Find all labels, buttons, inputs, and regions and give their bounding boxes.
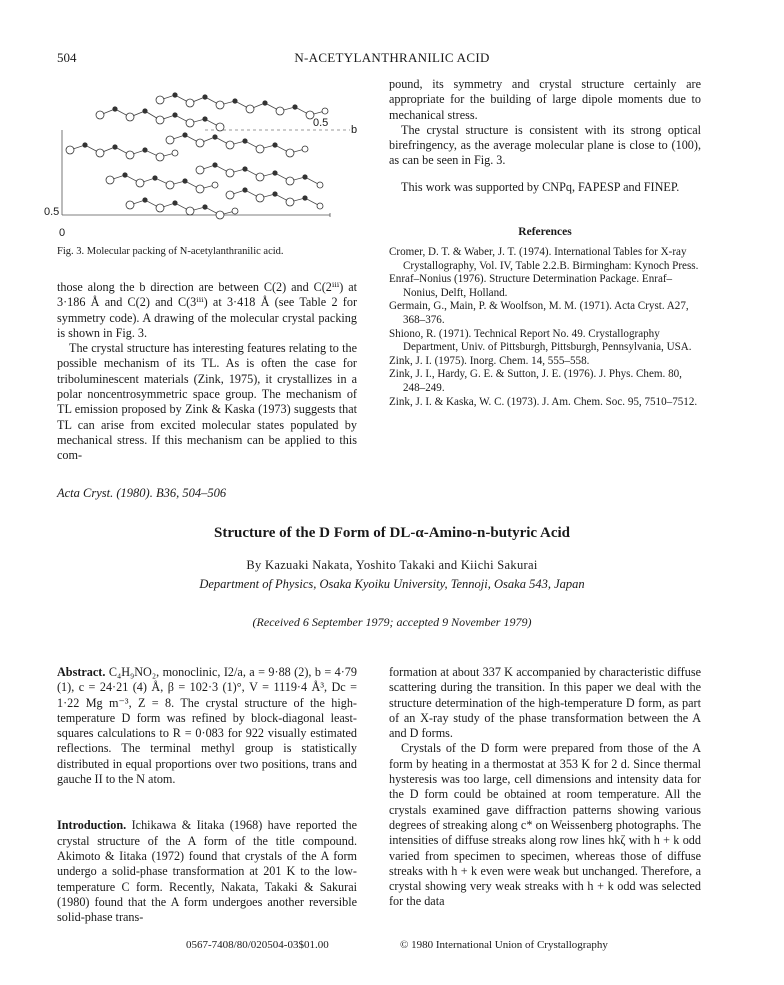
axis-b-label: b bbox=[351, 124, 358, 136]
references-heading: References bbox=[518, 226, 572, 238]
article-affiliation: Department of Physics, Osaka Kyoiku University, Tennoji, Osaka 543, Japan bbox=[199, 577, 585, 591]
figure-caption: Fig. 3. Molecular packing of N-acetylanthranilic acid. bbox=[57, 246, 284, 257]
article-authors: By Kazuaki Nakata, Yoshito Takaki and Kiichi Sakurai bbox=[246, 558, 538, 572]
abstract-label: Abstract. bbox=[57, 665, 106, 679]
abstract bbox=[57, 665, 357, 787]
paragraph: those along the b direction are between C(2) and C(2ⁱⁱⁱ) at 3·186 Å and C(2) and C(3ⁱⁱⁱ) at 3·418 Å (see Table 2 for symmetry code). A drawing of the molecular crystal packing is shown in Fig. 3. bbox=[57, 280, 357, 340]
introduction-label: Introduction. bbox=[57, 818, 127, 833]
reference-item: Cromer, D. T. & Waber, J. T. (1974). International Tables for X-ray Crystallography, Vol. IV, Table 2.2.B. Birmingham: Kynoch Press. bbox=[389, 246, 699, 272]
reference-item: Zink, J. I. & Kaska, W. C. (1973). J. Am. Chem. Soc. 95, 7510–7512. bbox=[389, 395, 698, 408]
acknowledgement: This work was supported by CNPq, FAPESP and FINEP. bbox=[401, 179, 680, 194]
article-received: (Received 6 September 1979; accepted 9 November 1979) bbox=[252, 615, 532, 629]
paragraph: pound, its symmetry and crystal structure certainly are appropriate for the building of large dipole moments due to mechanical stress. bbox=[389, 77, 701, 122]
paragraph: The crystal structure is consistent with its strong optical birefringency, as the average molecular plane is close to (100), as can be seen in Fig. 3. bbox=[389, 122, 701, 168]
price-code: 0567-7408/80/020504-03$01.00 bbox=[186, 939, 329, 951]
left-column-bottom bbox=[57, 665, 357, 925]
introduction-text: Ichikawa & Iitaka (1968) have reported the crystal structure of the A form of the title compound. Akimoto & Iitaka (1972) found that crystals of the A form undergo a solid-phase transformation at 201 K to the low-temperature C form. Recently, Nakata, Takaki & Sakurai (1980) found that the A form undergoes another reversible solid-phase trans- bbox=[57, 818, 357, 925]
running-title: N-ACETYLANTHRANILIC ACID bbox=[294, 50, 490, 65]
reference-item: Zink, J. I., Hardy, G. E. & Sutton, J. E. (1976). J. Phys. Chem. 80, 248–249. bbox=[389, 368, 682, 394]
article-title: Structure of the D Form of DL-α-Amino-n-butyric Acid bbox=[214, 525, 570, 541]
paragraph: Crystals of the D form were prepared from those of the A form by heating in a thermostat at 353 K for 2 d. Since thermal hysteresis was too large, cell dimensions and intensity data for the D form could be obtained at room temperature. All the crystals examined gave diffraction patterns showing various degrees of streaking along c* on Weissenberg photographs. The intensities of diffuse streaks along row lines hkζ with h + k odd varied from specimen to specimen, whereas those of diffuse streaks with h + k even were weak but unchanged. Therefore, a crystal showing very weak streaks with h + k odd was selected for the data bbox=[389, 741, 701, 909]
page-number: 504 bbox=[57, 50, 77, 65]
copyright: © 1980 International Union of Crystallography bbox=[400, 939, 608, 951]
left-column-top bbox=[57, 280, 357, 464]
reference-item: Enraf–Nonius (1976). Structure Determination Package. Enraf–Nonius, Delft, Holland. bbox=[389, 273, 673, 299]
abstract-text: C₄H₉NO₂, monoclinic, I2/a, a = 9·88 (2), b = 4·79 (1), c = 24·21 (4) Å, β = 102·3 (1)°, V = 1119·4 Å³, Dc = 1·22 Mg m⁻³, Z = 8. The crystal structure of the high-temperature D form was refined by block-diagonal least-squares calculations to R = 0·083 for 922 visually estimated reflections. The terminal methyl group is statistically distributed in equal proportions over two positions, trans and gauche II to the N atom. bbox=[57, 665, 357, 787]
introduction bbox=[57, 818, 357, 925]
reference-item: Zink, J. I. (1975). Inorg. Chem. 14, 555–558. bbox=[389, 354, 590, 367]
axis-zero-label: 0 bbox=[59, 227, 66, 239]
right-column-bottom bbox=[389, 665, 701, 910]
reference-item: Shiono, R. (1971). Technical Report No. 49. Crystallography Department, Univ. of Pittsburgh, Pittsburgh, Pennsylvania, USA. bbox=[389, 327, 692, 354]
molecular-packing-figure bbox=[40, 75, 370, 235]
axis-half-top-label: 0.5 bbox=[313, 117, 329, 129]
axis-half-left-label: 0.5 bbox=[44, 206, 60, 218]
article-citation: Acta Cryst. (1980). B36, 504–506 bbox=[57, 486, 227, 500]
references-list bbox=[389, 246, 701, 409]
reference-item: Germain, G., Main, P. & Woolfson, M. M. (1971). Acta Cryst. A27, 368–376. bbox=[389, 300, 689, 326]
right-column-top bbox=[389, 77, 701, 195]
paragraph: The crystal structure has interesting features relating to the possible mechanism of its TL. As is often the case for triboluminescent materials (Zink, 1975), it crystallizes in a polar noncentrosymmetric space group. The mechanism of TL emission proposed by Zink & Kaska (1973) suggests that TL can arise from excited molecular states populated by mechanical stress. If this mechanism can be applied to this com- bbox=[57, 341, 357, 463]
paragraph: formation at about 337 K accompanied by characteristic diffuse scattering during the transition. In this paper we deal with the structure determination of the high-temperature D form, as part of an X-ray study of the phase transformation between the A and D forms. bbox=[389, 665, 701, 741]
